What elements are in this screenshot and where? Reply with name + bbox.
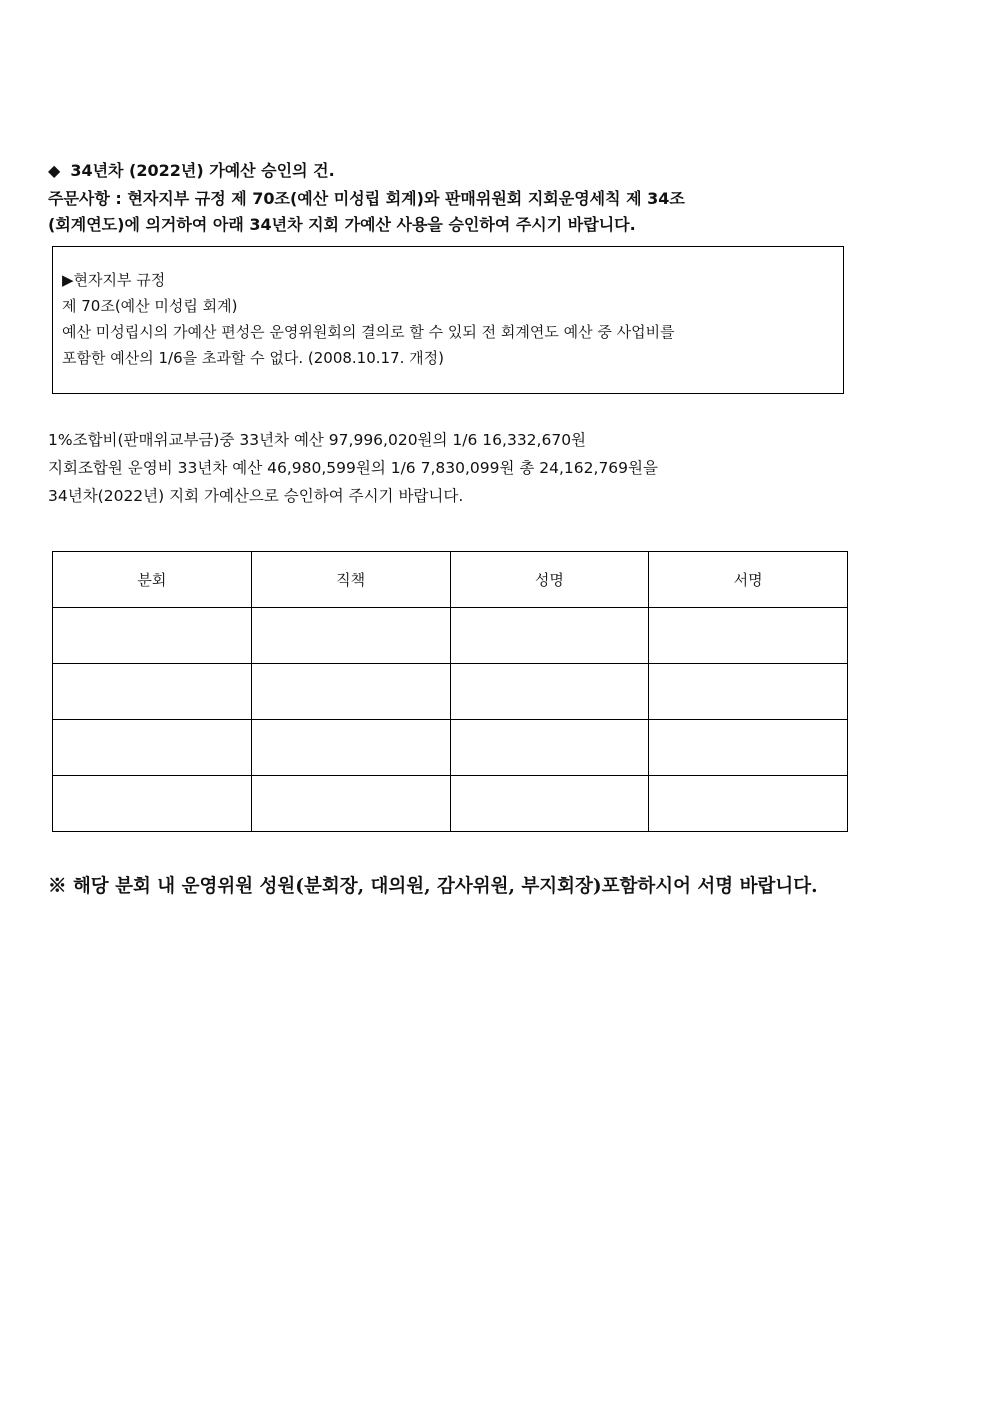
signature-table-header-row — [53, 552, 848, 608]
header-branch: 분회 — [53, 552, 252, 608]
table-row — [53, 664, 848, 720]
order-line-1: 주문사항 : 현자지부 규정 제 70조(예산 미성립 회계)와 판매위원회 지회운영세칙 제 34조 — [48, 189, 685, 208]
signature-cell[interactable] — [649, 776, 848, 832]
signature-table — [52, 551, 848, 832]
diamond-bullet-icon: ◆ — [48, 161, 61, 180]
name-cell[interactable] — [450, 664, 649, 720]
order-line-2: (회계연도)에 의거하여 아래 34년차 지회 가예산 사용을 승인하여 주시기 바랍니다. — [48, 215, 636, 234]
signature-cell[interactable] — [649, 664, 848, 720]
regulation-text — [62, 267, 675, 371]
agenda-title — [48, 158, 335, 181]
name-cell[interactable] — [450, 720, 649, 776]
regulation-box — [52, 246, 844, 394]
budget-summary — [48, 426, 658, 510]
branch-cell[interactable] — [53, 608, 252, 664]
summary-line-1: 1%조합비(판매위교부금)중 33년차 예산 97,996,020원의 1/6 16,332,670원 — [48, 431, 587, 449]
regulation-line-1: 예산 미성립시의 가예산 편성은 운영위원회의 결의로 할 수 있되 전 회계연도 예산 중 사업비를 — [62, 323, 675, 341]
position-cell[interactable] — [251, 776, 450, 832]
summary-line-2: 지회조합원 운영비 33년차 예산 46,980,599원의 1/6 7,830,099원 총 24,162,769원을 — [48, 459, 658, 477]
name-cell[interactable] — [450, 776, 649, 832]
agenda-title-text: 34년차 (2022년) 가예산 승인의 건. — [70, 161, 335, 180]
signature-cell[interactable] — [649, 608, 848, 664]
branch-cell[interactable] — [53, 664, 252, 720]
signature-notice: ※ 해당 분회 내 운영위원 성원(분회장, 대의원, 감사위원, 부지회장)포함하시어 서명 바랍니다. — [48, 876, 818, 897]
header-signature: 서명 — [649, 552, 848, 608]
position-cell[interactable] — [251, 720, 450, 776]
header-name: 성명 — [450, 552, 649, 608]
name-cell[interactable] — [450, 608, 649, 664]
summary-line-3: 34년차(2022년) 지회 가예산으로 승인하여 주시기 바랍니다. — [48, 487, 464, 505]
signature-cell[interactable] — [649, 720, 848, 776]
regulation-article: 제 70조(예산 미성립 회계) — [62, 297, 238, 315]
branch-cell[interactable] — [53, 720, 252, 776]
table-row — [53, 720, 848, 776]
regulation-heading: ▶현자지부 규정 — [62, 271, 166, 289]
regulation-line-2: 포함한 예산의 1/6을 초과할 수 없다. (2008.10.17. 개정) — [62, 349, 444, 367]
position-cell[interactable] — [251, 608, 450, 664]
order-text — [48, 186, 685, 238]
position-cell[interactable] — [251, 664, 450, 720]
header-position: 직책 — [251, 552, 450, 608]
branch-cell[interactable] — [53, 776, 252, 832]
table-row — [53, 608, 848, 664]
table-row — [53, 776, 848, 832]
